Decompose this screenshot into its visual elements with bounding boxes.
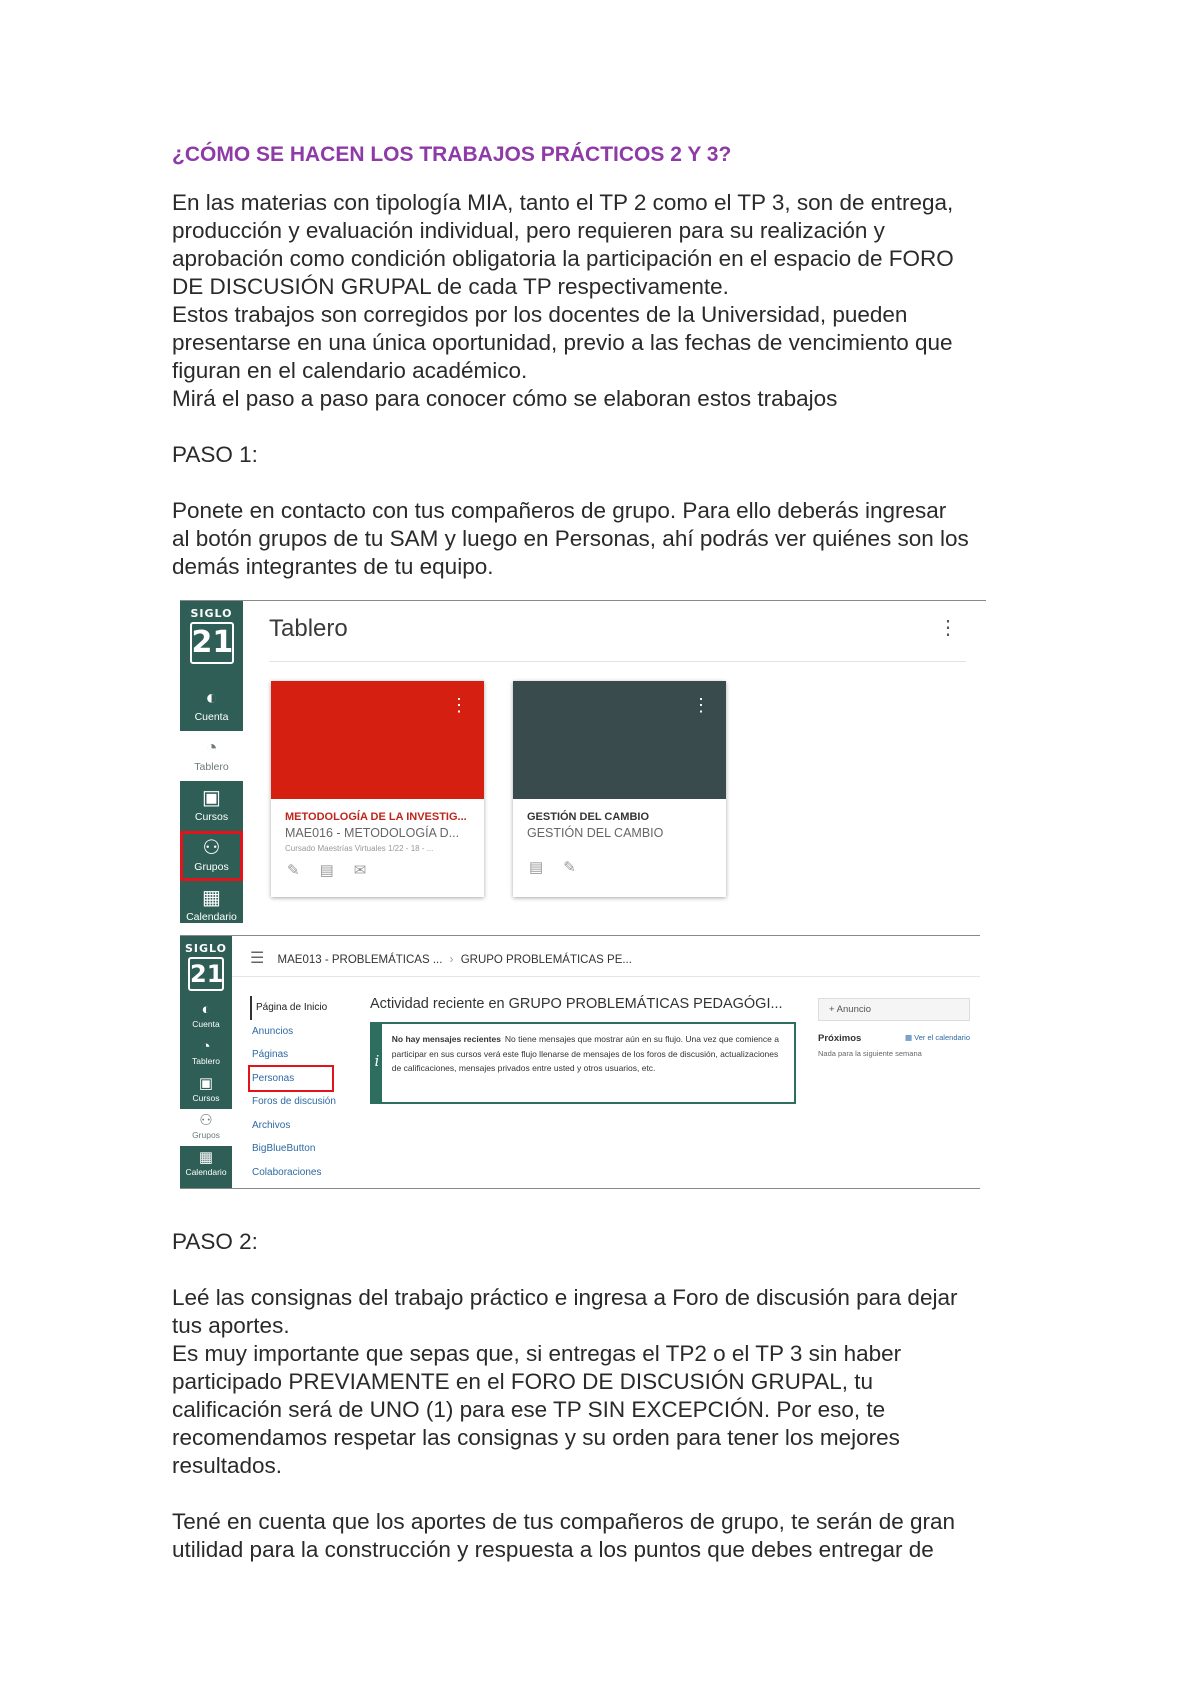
step1-paragraph xyxy=(172,497,1052,581)
intro-line: Estos trabajos son corregidos por los docentes de la Universidad, pueden xyxy=(172,302,908,327)
hamburger-menu-icon[interactable]: ☰ xyxy=(250,950,265,967)
nav-anuncios[interactable]: Anuncios xyxy=(252,1025,294,1037)
sidebar-item-tablero[interactable]: ◔ Tablero xyxy=(180,731,243,781)
kebab-menu-icon[interactable]: ⋮ xyxy=(938,617,958,639)
step2-heading: PASO 2: xyxy=(172,1229,258,1254)
courses-icon: ▣ xyxy=(202,787,221,809)
closing-paragraph xyxy=(172,1508,1052,1564)
breadcrumb-group[interactable]: GRUPO PROBLEMÁTICAS PE... xyxy=(460,954,632,966)
groups-icon: ⚇ xyxy=(199,1112,213,1129)
step2-paragraph xyxy=(172,1284,1052,1480)
add-announcement-button[interactable]: + Anuncio xyxy=(818,998,970,1021)
group-page-screenshot xyxy=(180,935,980,1189)
nav-pagina-de-inicio[interactable]: Página de Inicio xyxy=(250,996,360,1020)
breadcrumb xyxy=(250,948,632,968)
assignments-icon[interactable]: ▤ xyxy=(529,859,564,876)
dashboard-icon: ◔ xyxy=(205,737,218,759)
sidebar xyxy=(180,936,232,1188)
upcoming-label: Próximos xyxy=(818,1033,862,1044)
closing-line: Tené en cuenta que los aportes de tus compañeros de grupo, te serán de gran xyxy=(172,1509,956,1534)
discussions-icon[interactable]: ✎ xyxy=(287,862,320,879)
card-kebab-icon[interactable]: ⋮ xyxy=(450,695,468,715)
card-hero[interactable] xyxy=(513,681,726,799)
step2-line: Leé las consignas del trabajo práctico e ingresa a Foro de discusión para dejar xyxy=(172,1285,958,1310)
intro-line: aprobación como condición obligatoria la participación en el espacio de FORO xyxy=(172,246,954,271)
step1-line: demás integrantes de tu equipo. xyxy=(172,554,494,579)
sidebar-item-cuenta[interactable]: ◐ Cuenta xyxy=(180,998,232,1035)
card-code: MAE016 - METODOLOGÍA D... xyxy=(285,826,460,840)
nav-archivos[interactable]: Archivos xyxy=(252,1119,291,1131)
nav-foros-de-discusion[interactable]: Foros de discusión xyxy=(252,1096,336,1107)
sidebar xyxy=(180,601,243,923)
document-body-continued xyxy=(172,1228,1052,1564)
closing-line: utilidad para la construcción y respuesta a los puntos que debes entregar de xyxy=(172,1537,934,1562)
view-calendar-link[interactable]: ▦ Ver el calendario xyxy=(904,1033,970,1042)
nav-paginas[interactable]: Páginas xyxy=(252,1049,289,1060)
sidebar-item-grupos[interactable]: ⚇ Grupos xyxy=(180,831,243,881)
intro-line: figuran en el calendario académico. xyxy=(172,358,528,383)
nav-bigbluebutton[interactable]: BigBlueButton xyxy=(252,1143,316,1154)
assignments-icon[interactable]: ▤ xyxy=(319,862,354,879)
calendar-icon: ▦ xyxy=(202,887,221,909)
step2-line: Es muy importante que sepas que, si entregas el TP2 o el TP 3 sin haber xyxy=(172,1341,902,1366)
nav-personas[interactable]: Personas xyxy=(250,1067,332,1091)
dashboard-screenshot xyxy=(180,600,986,923)
step1-heading: PASO 1: xyxy=(172,442,258,467)
sidebar-item-cuenta[interactable]: ◐ Cuenta xyxy=(180,681,243,731)
page-title: Tablero xyxy=(269,615,348,642)
card-term: Cursado Maestrías Virtuales 1/22 - 18 - ... xyxy=(285,844,434,853)
document-body xyxy=(172,143,1052,581)
courses-icon: ▣ xyxy=(198,1075,214,1092)
nav-colaboraciones[interactable]: Colaboraciones xyxy=(252,1166,322,1178)
sidebar-item-calendario[interactable]: ▦ Calendario xyxy=(180,1146,232,1183)
course-navigation xyxy=(250,996,360,1184)
course-card[interactable] xyxy=(271,681,484,897)
intro-line: DE DISCUSIÓN GRUPAL de cada TP respectivamente. xyxy=(172,274,729,299)
right-aside xyxy=(818,998,970,1058)
sidebar-item-cursos[interactable]: ▣ Cursos xyxy=(180,1072,232,1109)
card-title[interactable]: METODOLOGÍA DE LA INVESTIG... xyxy=(285,811,467,823)
card-actions xyxy=(529,858,726,876)
intro-line: En las materias con tipología MIA, tanto el TP 2 como el TP 3, son de entrega, xyxy=(172,190,954,215)
alert-text: No tiene mensajes que mostrar aún en su flujo. Una vez que comience a participar en sus cursos verá este flujo llenarse de mensajes de los foros de discusión, actualizaciones de calificaciones, mensajes privados entre usted y otros usuarios, etc. xyxy=(391,1034,779,1073)
course-card[interactable] xyxy=(513,681,726,897)
card-code: GESTIÓN DEL CAMBIO xyxy=(527,826,664,840)
card-kebab-icon[interactable]: ⋮ xyxy=(692,695,710,715)
breadcrumb-course[interactable]: MAE013 - PROBLEMÁTICAS ... xyxy=(277,954,443,966)
step1-line: al botón grupos de tu SAM y luego en Personas, ahí podrás ver quiénes son los xyxy=(172,526,969,551)
card-title[interactable]: GESTIÓN DEL CAMBIO xyxy=(527,811,650,823)
step2-line: participado PREVIAMENTE en el FORO DE DISCUSIÓN GRUPAL, tu xyxy=(172,1369,874,1394)
document-title: ¿CÓMO SE HACEN LOS TRABAJOS PRÁCTICOS 2 Y 3? xyxy=(172,143,732,166)
activity-title: Actividad reciente en GRUPO PROBLEMÁTICAS PEDAGÓGI... xyxy=(370,996,783,1012)
alert-heading: No hay mensajes recientes xyxy=(391,1034,501,1044)
calendar-icon: ▦ xyxy=(198,1149,214,1166)
step2-line: resultados. xyxy=(172,1453,283,1478)
intro-line: presentarse en una única oportunidad, previo a las fechas de vencimiento que xyxy=(172,330,953,355)
sidebar-item-cursos[interactable]: ▣ Cursos xyxy=(180,781,243,831)
intro-line: Mirá el paso a paso para conocer cómo se elaboran estos trabajos xyxy=(172,386,838,411)
card-hero[interactable] xyxy=(271,681,484,799)
siglo21-logo: SIGLO 21 xyxy=(180,601,243,681)
announcements-icon[interactable]: ✉ xyxy=(353,862,387,879)
step1-line: Ponete en contacto con tus compañeros de grupo. Para ello deberás ingresar xyxy=(172,498,947,523)
chevron-right-icon: › xyxy=(449,954,454,966)
account-icon: ◐ xyxy=(201,1001,211,1018)
discussions-icon[interactable]: ✎ xyxy=(563,859,596,876)
sidebar-item-calendario[interactable]: ▦ Calendario xyxy=(180,881,243,931)
no-messages-alert xyxy=(370,1022,796,1104)
account-icon: ◐ xyxy=(205,687,218,709)
sidebar-item-tablero[interactable]: ◔ Tablero xyxy=(180,1035,232,1072)
step2-line: calificación será de UNO (1) para ese TP SIN EXCEPCIÓN. Por eso, te xyxy=(172,1397,886,1422)
siglo21-logo: SIGLO 21 xyxy=(180,936,232,998)
info-icon: i xyxy=(372,1024,382,1102)
groups-icon: ⚇ xyxy=(202,837,221,859)
step2-line: recomendamos respetar las consignas y su orden para tener los mejores xyxy=(172,1425,900,1450)
calendar-icon: ▦ xyxy=(904,1033,915,1042)
step2-line: tus aportes. xyxy=(172,1313,290,1338)
card-actions xyxy=(287,861,484,879)
dashboard-icon: ◔ xyxy=(201,1038,211,1055)
nothing-upcoming-text: Nada para la siguiente semana xyxy=(818,1049,922,1058)
intro-line: producción y evaluación individual, pero requieren para su realización y xyxy=(172,218,885,243)
sidebar-item-grupos[interactable]: ⚇ Grupos xyxy=(180,1109,232,1146)
intro-paragraph xyxy=(172,189,1052,413)
